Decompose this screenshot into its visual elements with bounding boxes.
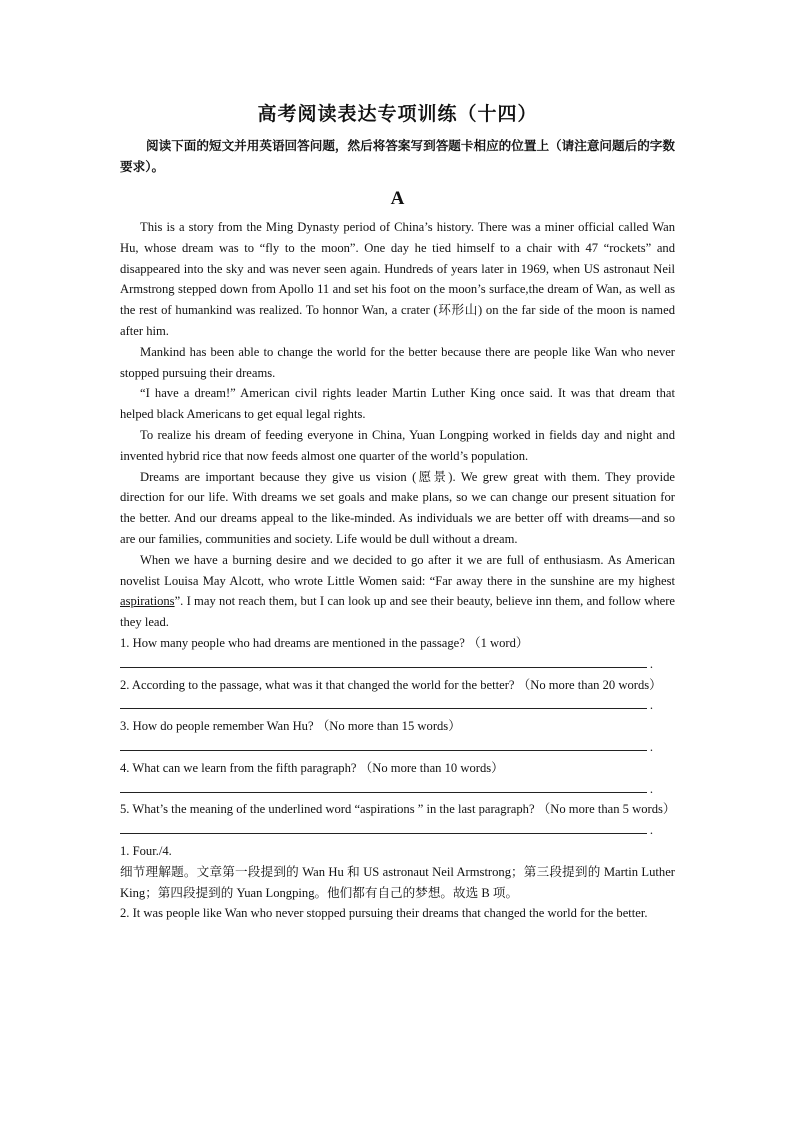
passage-paragraph-2: Mankind has been able to change the world for the better because there are people like Wan who never stopped pursuing their dreams. [120,344,675,380]
passage-paragraph-4: To realize his dream of feeding everyone in China, Yuan Longping worked in fields day and night and invented hybrid rice that now feeds almost one quarter of the world’s population. [120,427,675,463]
blank-period: . [649,739,653,754]
blank-period: . [649,656,653,671]
answer-blank-5[interactable] [120,820,675,841]
paragraph-6-text-before: When we have a burning desire and we decided to go after it we are full of enthusiasm. As American novelist Louisa May Alcott, who wrote Little Women said: “Far away there in the sunshine are my highest [120,552,675,588]
answer-blank-1[interactable] [120,654,675,675]
answer-blank-2[interactable] [120,695,675,716]
passage-paragraph-5: Dreams are important because they give us vision (愿景). We grew great with them. They provide direction for our life. With dreams we set goals and make plans, so we can change our present situation for the better. And our dreams appeal to the like-minded. As individuals we are better off with dreams—and so are our families, communities and society. Life would be dull without a dream. [120,469,675,546]
answer-blank-4[interactable] [120,779,675,800]
instruction-text: 阅读下面的短文并用英语回答问题，然后将答案写到答题卡相应的位置上（请注意问题后的字数要求）。 [120,138,675,174]
question-5: 5. What’s the meaning of the underlined word “aspirations ” in the last paragraph? （No more than 5 words） [120,802,676,817]
answer-1-explanation: 细节理解题。文章第一段提到的 Wan Hu 和 US astronaut Neil Armstrong；第三段提到的 Martin Luther King；第四段提到的 Yuan Longping。他们都有自己的梦想。故选 B 项。 [120,864,675,900]
passage-paragraph-6 [120,550,675,633]
blank-period: . [649,823,653,838]
section-label: A [390,188,405,209]
question-1: 1. How many people who had dreams are mentioned in the passage? （1 word） [120,635,529,650]
document-page [120,100,675,924]
answer-2: 2. It was people like Wan who never stopped pursuing their dreams that changed the world for the better. [120,906,648,921]
underlined-word: aspirations [120,594,175,609]
passage-paragraph-1: This is a story from the Ming Dynasty period of China’s history. There was a miner official called Wan Hu, whose dream was to “fly to the moon”. One day he tied himself to a chair with 47 “rockets” and disappeared into the sky and was never seen again. Hundreds of years later in 1969, when US astronaut Neil Armstrong stepped down from Apollo 11 and set his foot on the moon’s surface,the dream of Wan, as well as the rest of humankind was realized. To honnor Wan, a crater (环形山) on the far side of the moon is named after him. [120,220,675,338]
question-3: 3. How do people remember Wan Hu? （No more than 15 words） [120,719,461,734]
question-2: 2. According to the passage, what was it that changed the world for the better? （No more than 20 words） [120,677,662,692]
question-4: 4. What can we learn from the fifth paragraph? （No more than 10 words） [120,760,504,775]
page-title: 高考阅读表达专项训练（十四） [257,104,538,125]
blank-period: . [649,698,653,713]
answer-blank-3[interactable] [120,737,675,758]
paragraph-6-text-after: ”. I may not reach them, but I can look up and see their beauty, believe inn them, and follow where they lead. [120,594,675,630]
passage-paragraph-3: “I have a dream!” American civil rights leader Martin Luther King once said. It was that dream that helped black Americans to get equal legal rights. [120,386,675,422]
blank-period: . [649,781,653,796]
answer-1: 1. Four./4. [120,843,172,858]
